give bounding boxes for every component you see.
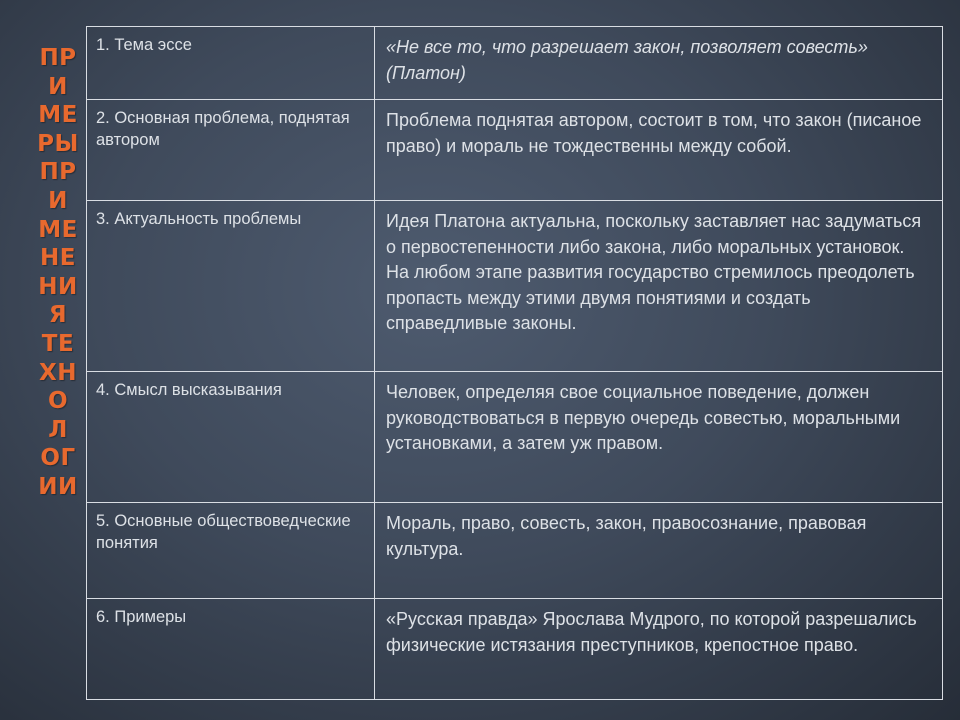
vertical-title-line: МЕ bbox=[38, 216, 78, 243]
essay-plan-table bbox=[86, 26, 943, 700]
table-row bbox=[87, 372, 943, 503]
row-value-examples: «Русская правда» Ярослава Мудрого, по которой разрешались физические истязания преступников, крепостное право. bbox=[375, 599, 943, 700]
vertical-title-line: РЫ bbox=[37, 130, 79, 157]
row-value-topic: «Не все то, что разрешает закон, позволяет совесть» (Платон) bbox=[375, 27, 943, 100]
row-label-meaning: 4. Смысл высказывания bbox=[87, 372, 375, 503]
row-label-relevance: 3. Актуальность проблемы bbox=[87, 201, 375, 372]
row-label-topic: 1. Тема эссе bbox=[87, 27, 375, 100]
vertical-title-line: И bbox=[48, 73, 68, 100]
vertical-title-line: ОГ bbox=[40, 445, 76, 472]
vertical-title-line: ИИ bbox=[38, 473, 78, 500]
row-value-meaning: Человек, определяя свое социальное поведение, должен руководствоваться в первую очередь совестью, моральными установками, а затем уж правом. bbox=[375, 372, 943, 503]
vertical-title-line: И bbox=[48, 187, 68, 214]
vertical-title-line: МЕ bbox=[38, 102, 78, 129]
table-row bbox=[87, 599, 943, 700]
row-value-relevance: Идея Платона актуальна, поскольку заставляет нас задуматься о первостепенности либо закона, либо моральных установок. На любом этапе развития государство стремилось преодолеть пропасть между этими двумя понятиями и создать справедливые законы. bbox=[375, 201, 943, 372]
vertical-title-line: НЕ bbox=[40, 245, 76, 272]
row-label-problem: 2. Основная проблема, поднятая автором bbox=[87, 100, 375, 201]
vertical-title-line: Л bbox=[48, 416, 68, 443]
vertical-title-line: О bbox=[47, 388, 69, 415]
table-row bbox=[87, 503, 943, 599]
vertical-title-line: ХН bbox=[39, 359, 77, 386]
table-row bbox=[87, 27, 943, 100]
vertical-title-line: ПР bbox=[39, 159, 77, 186]
row-label-concepts: 5. Основные обществоведческие понятия bbox=[87, 503, 375, 599]
vertical-title bbox=[30, 44, 86, 502]
table-row bbox=[87, 201, 943, 372]
vertical-title-line: ТЕ bbox=[41, 330, 75, 357]
table-row bbox=[87, 100, 943, 201]
row-value-concepts: Мораль, право, совесть, закон, правосознание, правовая культура. bbox=[375, 503, 943, 599]
vertical-title-line: Я bbox=[48, 302, 68, 329]
row-value-problem: Проблема поднятая автором, состоит в том, что закон (писаное право) и мораль не тождественны между собой. bbox=[375, 100, 943, 201]
vertical-title-line: НИ bbox=[38, 273, 78, 300]
vertical-title-line: ПР bbox=[39, 45, 77, 71]
row-label-examples: 6. Примеры bbox=[87, 599, 375, 700]
